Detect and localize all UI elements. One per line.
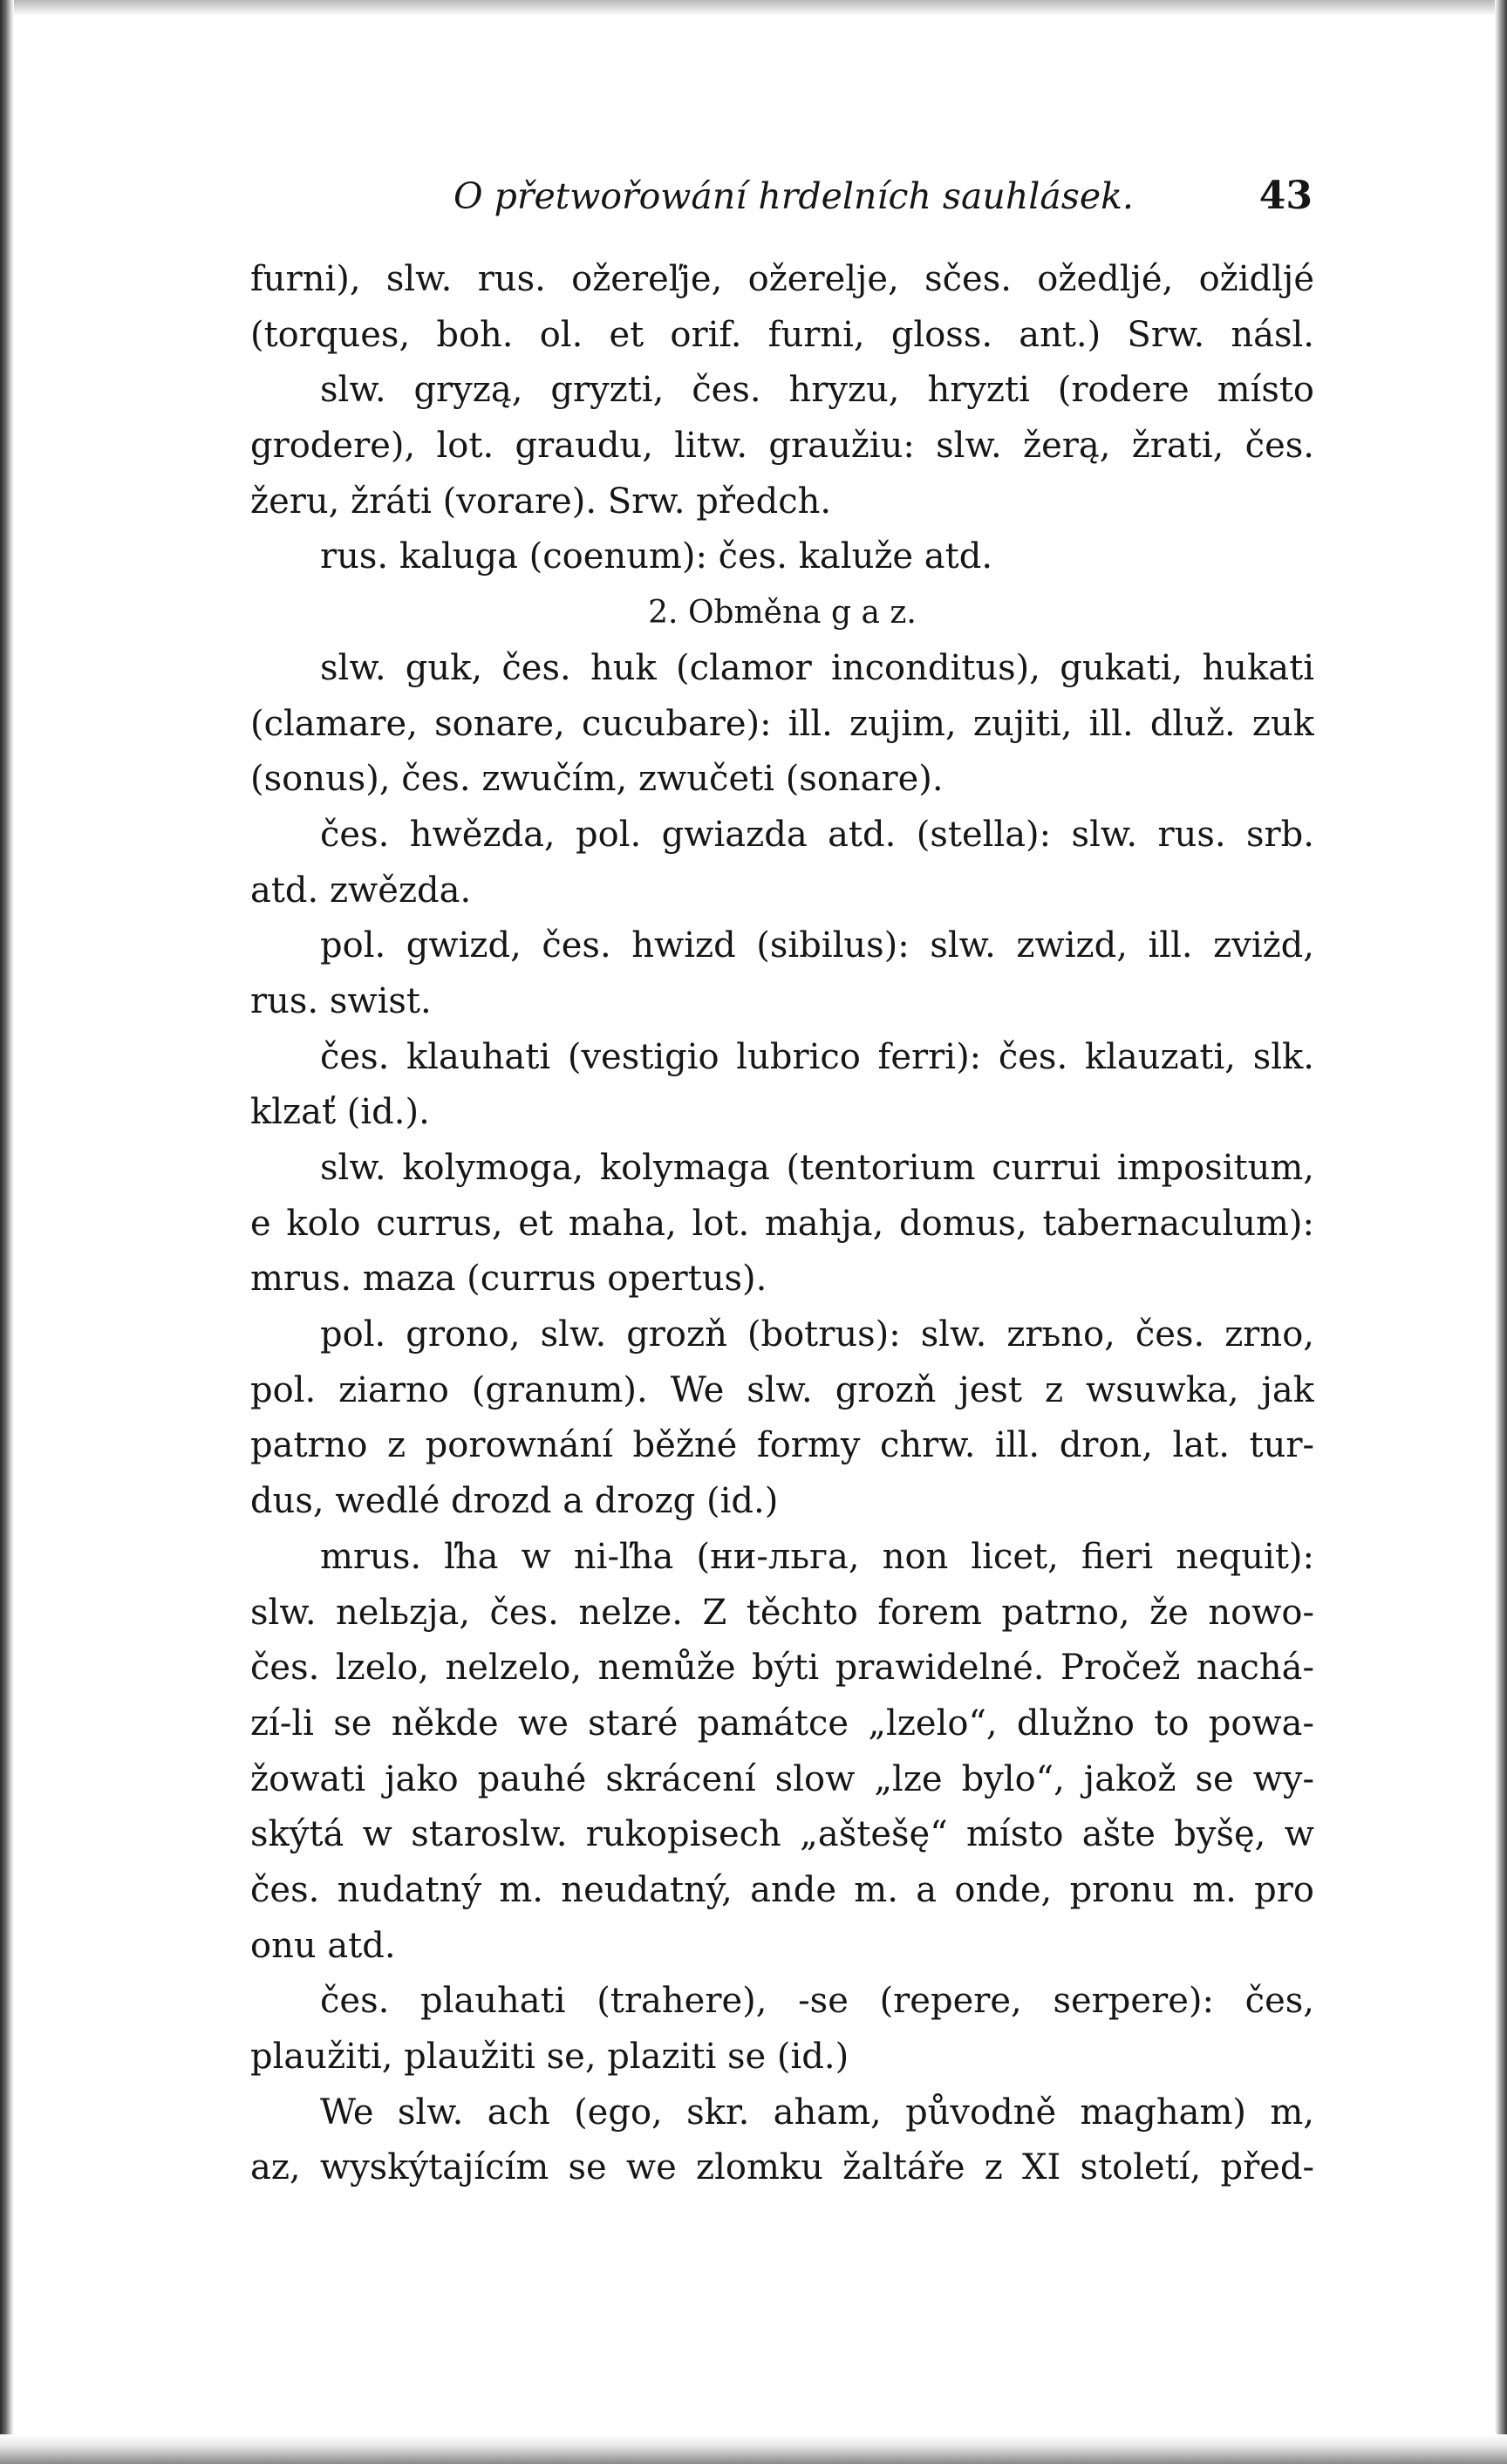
text-line: žowati jako pauhé skrácení slow „lze bylo“, jakož se wy- xyxy=(250,1758,1314,1799)
text-line: onu atd. xyxy=(250,1925,396,1966)
running-title: O přetwořowání hrdelních sauhlásek. xyxy=(453,175,1134,217)
text-line: pol. gwizd, čes. hwizd (sibilus): slw. zwizd, ill. zviżd, xyxy=(320,925,1314,966)
text-line: mrus. ľha w ni-ľha (ни-льга, non licet, fieri nequit): xyxy=(320,1536,1314,1577)
text-line: atd. zwězda. xyxy=(250,870,472,911)
text-line: klzať (id.). xyxy=(250,1092,430,1133)
text-line: žeru, žráti (vorare). Srw. předch. xyxy=(250,481,832,522)
scan-edge-right xyxy=(1495,0,1507,2464)
running-header xyxy=(249,170,1313,222)
text-line: dus, wedlé drozd a drozg (id.) xyxy=(250,1481,779,1522)
text-line: az, wyskýtajícím se we zlomku žaltáře z XI století, před- xyxy=(250,2147,1314,2188)
text-line: slw. kolymoga, kolymaga (tentorium currui impositum, xyxy=(320,1148,1314,1188)
text-line: grodere), lot. graudu, litw. graužiu: slw. žerą, žrati, čes. xyxy=(250,426,1314,467)
text-line: čes. nudatný m. neudatný, ande m. a onde, pronu m. pro xyxy=(250,1869,1314,1910)
body-text xyxy=(250,252,1314,2196)
text-line: pol. grono, slw. grozň (botrus): slw. zrьno, čes. zrno, xyxy=(320,1314,1314,1355)
text-line: mrus. maza (currus opertus). xyxy=(250,1259,767,1300)
text-line: e kolo currus, et maha, lot. mahja, domus, tabernaculum): xyxy=(250,1203,1314,1244)
text-line: furni), slw. rus. ožereľje, ožerelje, sčes. ožedljé, ožidljé xyxy=(250,259,1314,299)
text-line: (sonus), čes. zwučím, zwučeti (sonare). xyxy=(250,759,944,800)
text-line: skýtá w staroslw. rukopisech „aštešę“ místo ašte byšę, w xyxy=(250,1814,1314,1855)
text-line: We slw. ach (ego, skr. aham, původně magham) m, xyxy=(320,2092,1314,2133)
scan-edge-left xyxy=(0,0,14,2464)
text-line: pol. ziarno (granum). We slw. grozň jest z wsuwka, jak xyxy=(250,1369,1314,1410)
text-line: čes. hwězda, pol. gwiazda atd. (stella): slw. rus. srb. xyxy=(320,814,1314,855)
text-line: slw. nelьzja, čes. nelze. Z těchto forem patrno, že nowo- xyxy=(250,1592,1314,1633)
text-line: slw. guk, čes. huk (clamor inconditus), gukati, hukati xyxy=(320,647,1314,688)
text-line: (clamare, sonare, cucubare): ill. zujim, zujiti, ill. dluž. zuk xyxy=(250,703,1314,744)
text-line: slw. gryzą, gryzti, čes. hryzu, hryzti (rodere místo xyxy=(320,370,1314,411)
scan-edge-top xyxy=(0,0,1507,16)
text-line: čes. klauhati (vestigio lubrico ferri): čes. klauzati, slk. xyxy=(320,1036,1314,1077)
text-line: zí-li se někde we staré památce „lzelo“, dlužno to powa- xyxy=(250,1703,1314,1744)
text-line: čes. lzelo, nelzelo, nemůže býti prawidelné. Pročež nachá- xyxy=(250,1648,1314,1689)
text-line: (torques, boh. ol. et orif. furni, gloss. ant.) Srw. násl. xyxy=(250,314,1314,355)
text-line: čes. plauhati (trahere), -se (repere, serpere): čes, xyxy=(320,1981,1314,2022)
text-line: patrno z porownání běžné formy chrw. ill. dron, lat. tur- xyxy=(250,1425,1314,1466)
section-heading: 2. Obměna g a z. xyxy=(648,595,917,631)
text-line: rus. kaluga (coenum): čes. kaluže atd. xyxy=(320,536,993,577)
text-line: rus. swist. xyxy=(250,980,432,1021)
text-line: plaužiti, plaužiti se, plaziti se (id.) xyxy=(250,2037,849,2077)
page-number: 43 xyxy=(1258,174,1313,218)
scan-edge-bottom xyxy=(0,2434,1507,2464)
